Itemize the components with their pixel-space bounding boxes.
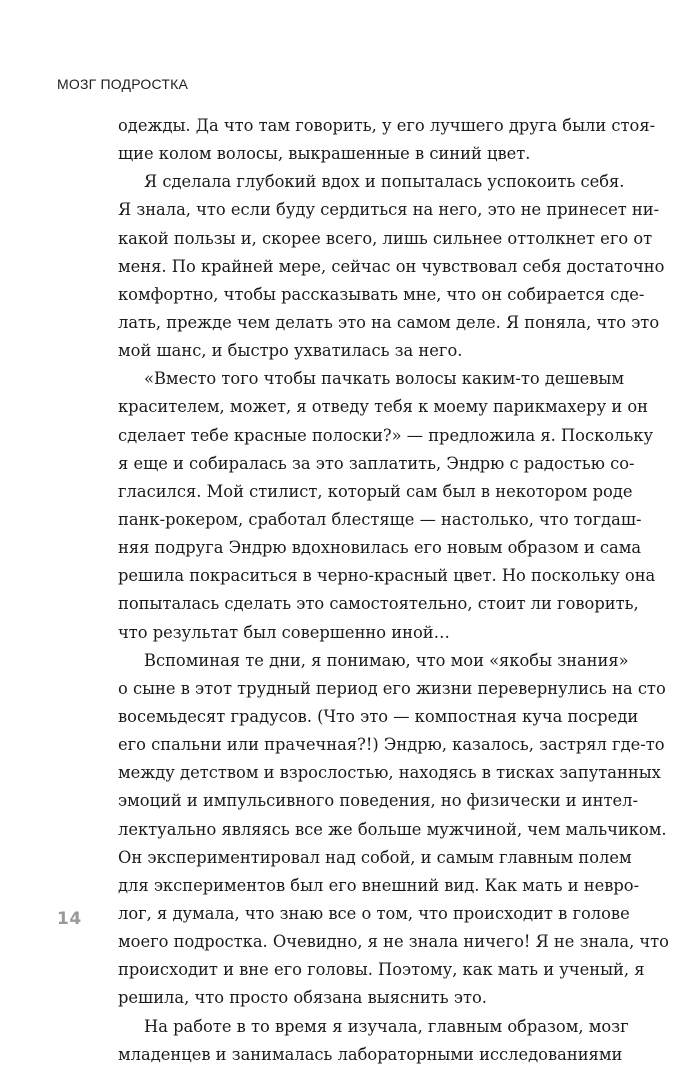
text-line: гласился. Мой стилист, который сам был в некотором роде bbox=[118, 481, 633, 501]
text-line: что результат был совершенно иной… bbox=[118, 622, 450, 642]
text-line: попыталась сделать это самостоятельно, стоит ли говорить, bbox=[118, 594, 639, 614]
text-line: лать, прежде чем делать это на самом деле. Я поняла, что это bbox=[118, 312, 660, 332]
text-line: Я сделала глубокий вдох и попыталась успокоить себя. bbox=[144, 172, 625, 192]
text-line: младенцев и занималась лабораторными исследованиями bbox=[118, 1044, 623, 1064]
text-line: мой шанс, и быстро ухватилась за него. bbox=[118, 341, 463, 361]
running-head-title: МОЗГ ПОДРОСТКА bbox=[57, 76, 189, 92]
text-line: происходит и вне его головы. Поэтому, как мать и ученый, я bbox=[118, 960, 645, 980]
text-line: одежды. Да что там говорить, у его лучшего друга были стоя- bbox=[118, 116, 656, 135]
text-line: я еще и собиралась за это заплатить, Эндрю с радостью со- bbox=[118, 453, 635, 473]
text-line: панк-рокером, сработал блестяще — настолько, что тогдаш- bbox=[118, 509, 642, 529]
text-line: решила, что просто обязана выяснить это. bbox=[118, 988, 487, 1008]
text-line: Он экспериментировал над собой, и самым главным полем bbox=[118, 847, 632, 867]
text-line: комфортно, чтобы рассказывать мне, что он собирается сде- bbox=[118, 284, 645, 304]
text-line: о сыне в этот трудный период его жизни перевернулись на сто bbox=[118, 678, 666, 698]
page-body bbox=[118, 112, 669, 1069]
text-line: лектуально являясь все же больше мужчиной, чем мальчиком. bbox=[118, 819, 667, 839]
text-line: няя подруга Эндрю вдохновилась его новым образом и сама bbox=[118, 538, 642, 558]
text-line: щие колом волосы, выкрашенные в синий цвет. bbox=[118, 144, 531, 164]
text-line: Я знала, что если буду сердиться на него, это не принесет ни- bbox=[118, 200, 660, 220]
text-line: какой пользы и, скорее всего, лишь сильнее оттолкнет его от bbox=[118, 228, 653, 248]
text-line: красителем, может, я отведу тебя к моему парикмахеру и он bbox=[118, 397, 648, 417]
text-line: эмоций и импульсивного поведения, но физически и интел- bbox=[118, 791, 638, 811]
text-line: «Вместо того чтобы пачкать волосы каким-то дешевым bbox=[144, 369, 625, 389]
text-line: для экспериментов был его внешний вид. Как мать и невро- bbox=[118, 875, 640, 895]
text-line: моего подростка. Очевидно, я не знала ничего! Я не знала, что bbox=[118, 932, 669, 952]
text-line: между детством и взрослостью, находясь в тисках запутанных bbox=[118, 763, 661, 783]
text-line: решила покраситься в черно-красный цвет. Но поскольку она bbox=[118, 566, 656, 586]
text-line: восемьдесят градусов. (Что это — компостная куча посреди bbox=[118, 706, 639, 726]
text-line: его спальни или прачечная?!) Эндрю, казалось, застрял где-то bbox=[118, 735, 665, 755]
text-line: На работе в то время я изучала, главным образом, мозг bbox=[144, 1016, 629, 1036]
page-number: 14 bbox=[57, 909, 82, 929]
text-line: сделает тебе красные полоски?» — предложила я. Поскольку bbox=[118, 425, 654, 445]
text-line: лог, я думала, что знаю все о том, что происходит в голове bbox=[118, 903, 630, 923]
text-line: Вспоминая те дни, я понимаю, что мои «якобы знания» bbox=[144, 650, 629, 670]
text-line: меня. По крайней мере, сейчас он чувствовал себя достаточно bbox=[118, 256, 665, 276]
